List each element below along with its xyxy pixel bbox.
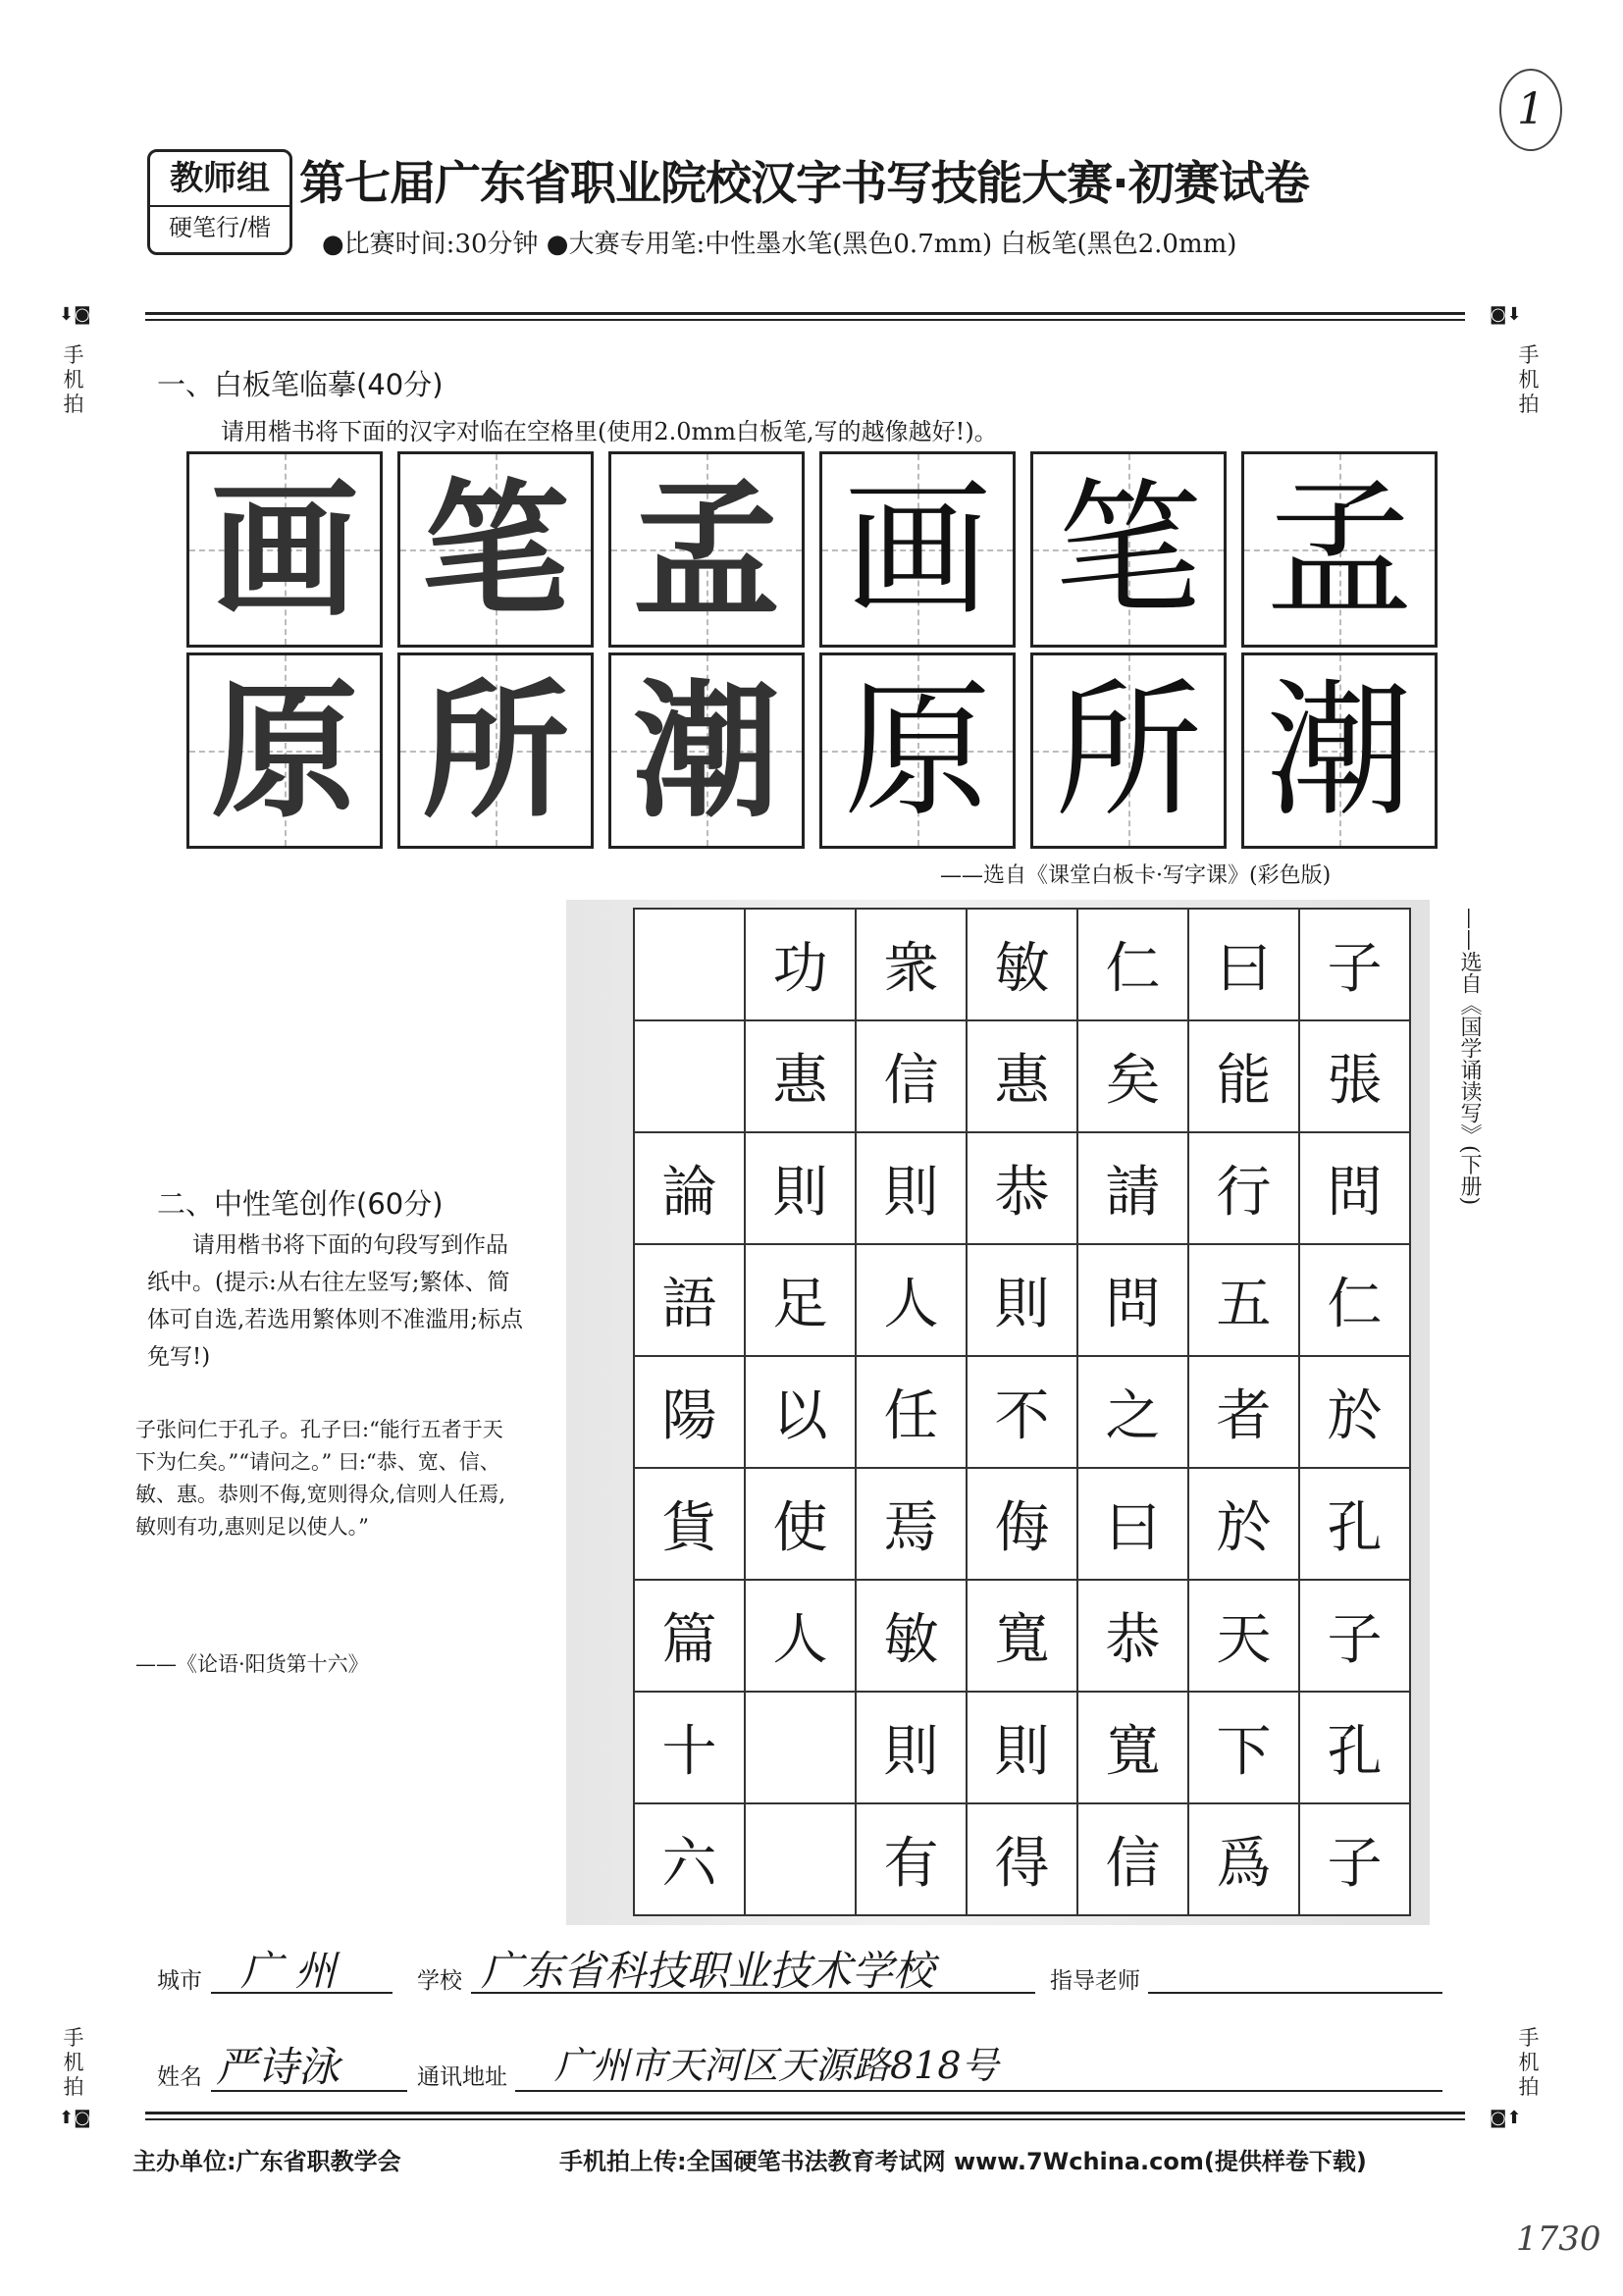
model-char-tile: 潮 bbox=[608, 652, 805, 849]
serial-number: 1730 bbox=[1516, 2219, 1601, 2259]
grid-row bbox=[634, 1020, 1410, 1132]
grid-cell[interactable]: 子 bbox=[1299, 909, 1410, 1020]
grid-cell[interactable]: 於 bbox=[1299, 1356, 1410, 1468]
copy-char-tile[interactable]: 孟 bbox=[1241, 451, 1438, 648]
section1-heading: 一、白板笔临摹(40分) bbox=[157, 368, 444, 401]
copy-char-tile[interactable]: 笔 bbox=[1030, 451, 1227, 648]
grid-cell[interactable]: 請 bbox=[1077, 1132, 1188, 1244]
grid-row bbox=[634, 909, 1410, 1020]
section1-source: ——选自《课堂白板卡·写字课》(彩色版) bbox=[940, 863, 1332, 888]
grid-cell[interactable]: 不 bbox=[967, 1356, 1077, 1468]
page-number: 1 bbox=[1499, 69, 1562, 151]
grid-cell[interactable]: 爲 bbox=[1188, 1803, 1299, 1915]
exam-subtitle: ●比赛时间:30分钟 ●大赛专用笔:中性墨水笔(黑色0.7mm) 白板笔(黑色2.0mm) bbox=[322, 230, 1237, 259]
grid-cell[interactable]: 能 bbox=[1188, 1020, 1299, 1132]
phone-photo-note: 手机拍 bbox=[1518, 343, 1540, 416]
copy-char-tile[interactable]: 潮 bbox=[1241, 652, 1438, 849]
grid-cell[interactable]: 人 bbox=[856, 1244, 967, 1356]
city-field[interactable] bbox=[211, 1943, 393, 1994]
model-char-tile: 孟 bbox=[608, 451, 805, 648]
copy-char-tile[interactable]: 画 bbox=[819, 451, 1016, 648]
grid-cell[interactable]: 問 bbox=[1077, 1244, 1188, 1356]
city-value: 广 州 bbox=[240, 1947, 337, 1995]
grid-cell[interactable]: 行 bbox=[1188, 1132, 1299, 1244]
teacher-label: 指导老师 bbox=[1050, 1968, 1140, 1994]
grid-row bbox=[634, 1692, 1410, 1803]
model-char-tile: 笔 bbox=[397, 451, 594, 648]
pen-label: 硬笔行/楷 bbox=[168, 214, 272, 241]
name-label: 姓名 bbox=[157, 2064, 202, 2090]
grid-cell[interactable]: 五 bbox=[1188, 1244, 1299, 1356]
grid-cell[interactable]: 則 bbox=[967, 1692, 1077, 1803]
grid-cell[interactable] bbox=[634, 909, 745, 1020]
grid-cell[interactable]: 下 bbox=[1188, 1692, 1299, 1803]
grid-cell[interactable]: 孔 bbox=[1299, 1692, 1410, 1803]
bottom-divider bbox=[145, 2112, 1465, 2120]
model-char-tile: 画 bbox=[186, 451, 383, 648]
grid-cell[interactable]: 十 bbox=[634, 1692, 745, 1803]
grid-cell[interactable]: 敏 bbox=[856, 1580, 967, 1692]
grid-cell[interactable]: 恭 bbox=[967, 1132, 1077, 1244]
passage-text: 子张问仁于孔子。孔子曰:“能行五者于天下为仁矣。”“请问之。” 曰:“恭、宽、信、敏、惠。恭则不侮,宽则得众,信则人任焉,敏则有功,惠则足以使人。” bbox=[135, 1418, 506, 1539]
grid-cell[interactable]: 恭 bbox=[1077, 1580, 1188, 1692]
grid-cell[interactable]: 焉 bbox=[856, 1468, 967, 1580]
grid-cell[interactable]: 於 bbox=[1188, 1468, 1299, 1580]
grid-cell[interactable]: 子 bbox=[1299, 1803, 1410, 1915]
grid-cell[interactable]: 信 bbox=[1077, 1803, 1188, 1915]
grid-cell[interactable]: 任 bbox=[856, 1356, 967, 1468]
section1-instruction: 请用楷书将下面的汉字对临在空格里(使用2.0mm白板笔,写的越像越好!)。 bbox=[221, 418, 998, 445]
grid-cell[interactable]: 張 bbox=[1299, 1020, 1410, 1132]
grid-cell[interactable]: 孔 bbox=[1299, 1468, 1410, 1580]
grid-cell[interactable]: 六 bbox=[634, 1803, 745, 1915]
grid-row bbox=[634, 1803, 1410, 1915]
grid-cell[interactable]: 曰 bbox=[1188, 909, 1299, 1020]
model-char-tile: 原 bbox=[186, 652, 383, 849]
grid-row bbox=[634, 1468, 1410, 1580]
grid-cell[interactable]: 以 bbox=[745, 1356, 856, 1468]
organizer-text: 主办单位:广东省职教学会 bbox=[132, 2148, 401, 2175]
grid-row bbox=[634, 1580, 1410, 1692]
grid-cell[interactable]: 惠 bbox=[967, 1020, 1077, 1132]
grid-cell[interactable]: 陽 bbox=[634, 1356, 745, 1468]
grid-cell[interactable]: 仁 bbox=[1299, 1244, 1410, 1356]
grid-cell[interactable]: 語 bbox=[634, 1244, 745, 1356]
group-badge bbox=[147, 149, 292, 255]
top-divider bbox=[145, 312, 1465, 321]
grid-cell[interactable]: 寬 bbox=[1077, 1692, 1188, 1803]
grid-cell[interactable]: 得 bbox=[967, 1803, 1077, 1915]
camera-icon: ⬆◙ bbox=[59, 2108, 91, 2128]
grid-cell[interactable]: 則 bbox=[967, 1244, 1077, 1356]
grid-cell[interactable]: 篇 bbox=[634, 1580, 745, 1692]
copy-char-tile[interactable]: 所 bbox=[1030, 652, 1227, 849]
camera-icon: ◙⬇ bbox=[1490, 304, 1522, 325]
school-label: 学校 bbox=[417, 1968, 462, 1994]
grid-cell[interactable]: 之 bbox=[1077, 1356, 1188, 1468]
grid-cell[interactable]: 問 bbox=[1299, 1132, 1410, 1244]
phone-photo-note: 手机拍 bbox=[1518, 2026, 1540, 2099]
model-char-tile: 所 bbox=[397, 652, 594, 849]
grid-cell[interactable] bbox=[745, 1692, 856, 1803]
school-field[interactable] bbox=[471, 1943, 1035, 1994]
page-title: 第七届广东省职业院校汉字书写技能大赛·初赛试卷 bbox=[299, 157, 1309, 211]
upload-text: 手机拍上传:全国硬笔书法教育考试网 www.7Wchina.com(提供样卷下载) bbox=[559, 2148, 1367, 2175]
passage-source: ——《论语·阳货第十六》 bbox=[135, 1652, 369, 1676]
name-value: 严诗泳 bbox=[216, 2043, 340, 2091]
camera-icon: ◙⬆ bbox=[1490, 2108, 1522, 2128]
grid-cell[interactable]: 信 bbox=[856, 1020, 967, 1132]
grid-row bbox=[634, 1244, 1410, 1356]
grid-cell[interactable]: 使 bbox=[745, 1468, 856, 1580]
grid-cell[interactable]: 矣 bbox=[1077, 1020, 1188, 1132]
phone-photo-note: 手机拍 bbox=[63, 343, 84, 416]
grid-cell[interactable]: 侮 bbox=[967, 1468, 1077, 1580]
grid-cell[interactable]: 有 bbox=[856, 1803, 967, 1915]
grid-cell[interactable]: 仁 bbox=[1077, 909, 1188, 1020]
grid-cell[interactable]: 子 bbox=[1299, 1580, 1410, 1692]
address-value: 广州市天河区天源路818号 bbox=[554, 2044, 999, 2087]
grid-cell[interactable]: 敏 bbox=[967, 909, 1077, 1020]
grid-cell[interactable]: 則 bbox=[856, 1132, 967, 1244]
grid-cell[interactable]: 人 bbox=[745, 1580, 856, 1692]
section2-instruction: 请用楷书将下面的句段写到作品纸中。(提示:从右往左竖写;繁体、简体可自选,若选用繁体则不准滥用;标点免写!) bbox=[147, 1232, 524, 1370]
grid-cell[interactable]: 貨 bbox=[634, 1468, 745, 1580]
phone-photo-note: 手机拍 bbox=[63, 2026, 84, 2099]
grid-cell[interactable]: 衆 bbox=[856, 909, 967, 1020]
grid-cell[interactable]: 則 bbox=[745, 1132, 856, 1244]
work-grid bbox=[633, 908, 1411, 1916]
school-value: 广东省科技职业技术学校 bbox=[481, 1947, 935, 1995]
name-field[interactable] bbox=[211, 2041, 407, 2092]
group-label: 教师组 bbox=[150, 152, 289, 207]
grid-cell[interactable]: 惠 bbox=[745, 1020, 856, 1132]
grid-cell[interactable]: 則 bbox=[856, 1692, 967, 1803]
grid-row bbox=[634, 1356, 1410, 1468]
grid-cell[interactable]: 曰 bbox=[1077, 1468, 1188, 1580]
section2-heading: 二、中性笔创作(60分) bbox=[157, 1187, 444, 1221]
grid-cell[interactable]: 論 bbox=[634, 1132, 745, 1244]
address-field[interactable] bbox=[515, 2041, 1442, 2092]
side-source: ——选自《国学诵读写》(下册) bbox=[1457, 908, 1482, 1206]
address-label: 通讯地址 bbox=[417, 2064, 507, 2090]
grid-cell[interactable]: 功 bbox=[745, 909, 856, 1020]
copy-char-tile[interactable]: 原 bbox=[819, 652, 1016, 849]
grid-cell[interactable]: 者 bbox=[1188, 1356, 1299, 1468]
teacher-field[interactable] bbox=[1148, 1943, 1442, 1994]
grid-cell[interactable]: 足 bbox=[745, 1244, 856, 1356]
grid-cell[interactable] bbox=[634, 1020, 745, 1132]
grid-cell[interactable] bbox=[745, 1803, 856, 1915]
city-label: 城市 bbox=[157, 1968, 202, 1994]
grid-cell[interactable]: 寬 bbox=[967, 1580, 1077, 1692]
grid-cell[interactable]: 天 bbox=[1188, 1580, 1299, 1692]
camera-icon: ⬇◙ bbox=[59, 304, 91, 325]
grid-row bbox=[634, 1132, 1410, 1244]
